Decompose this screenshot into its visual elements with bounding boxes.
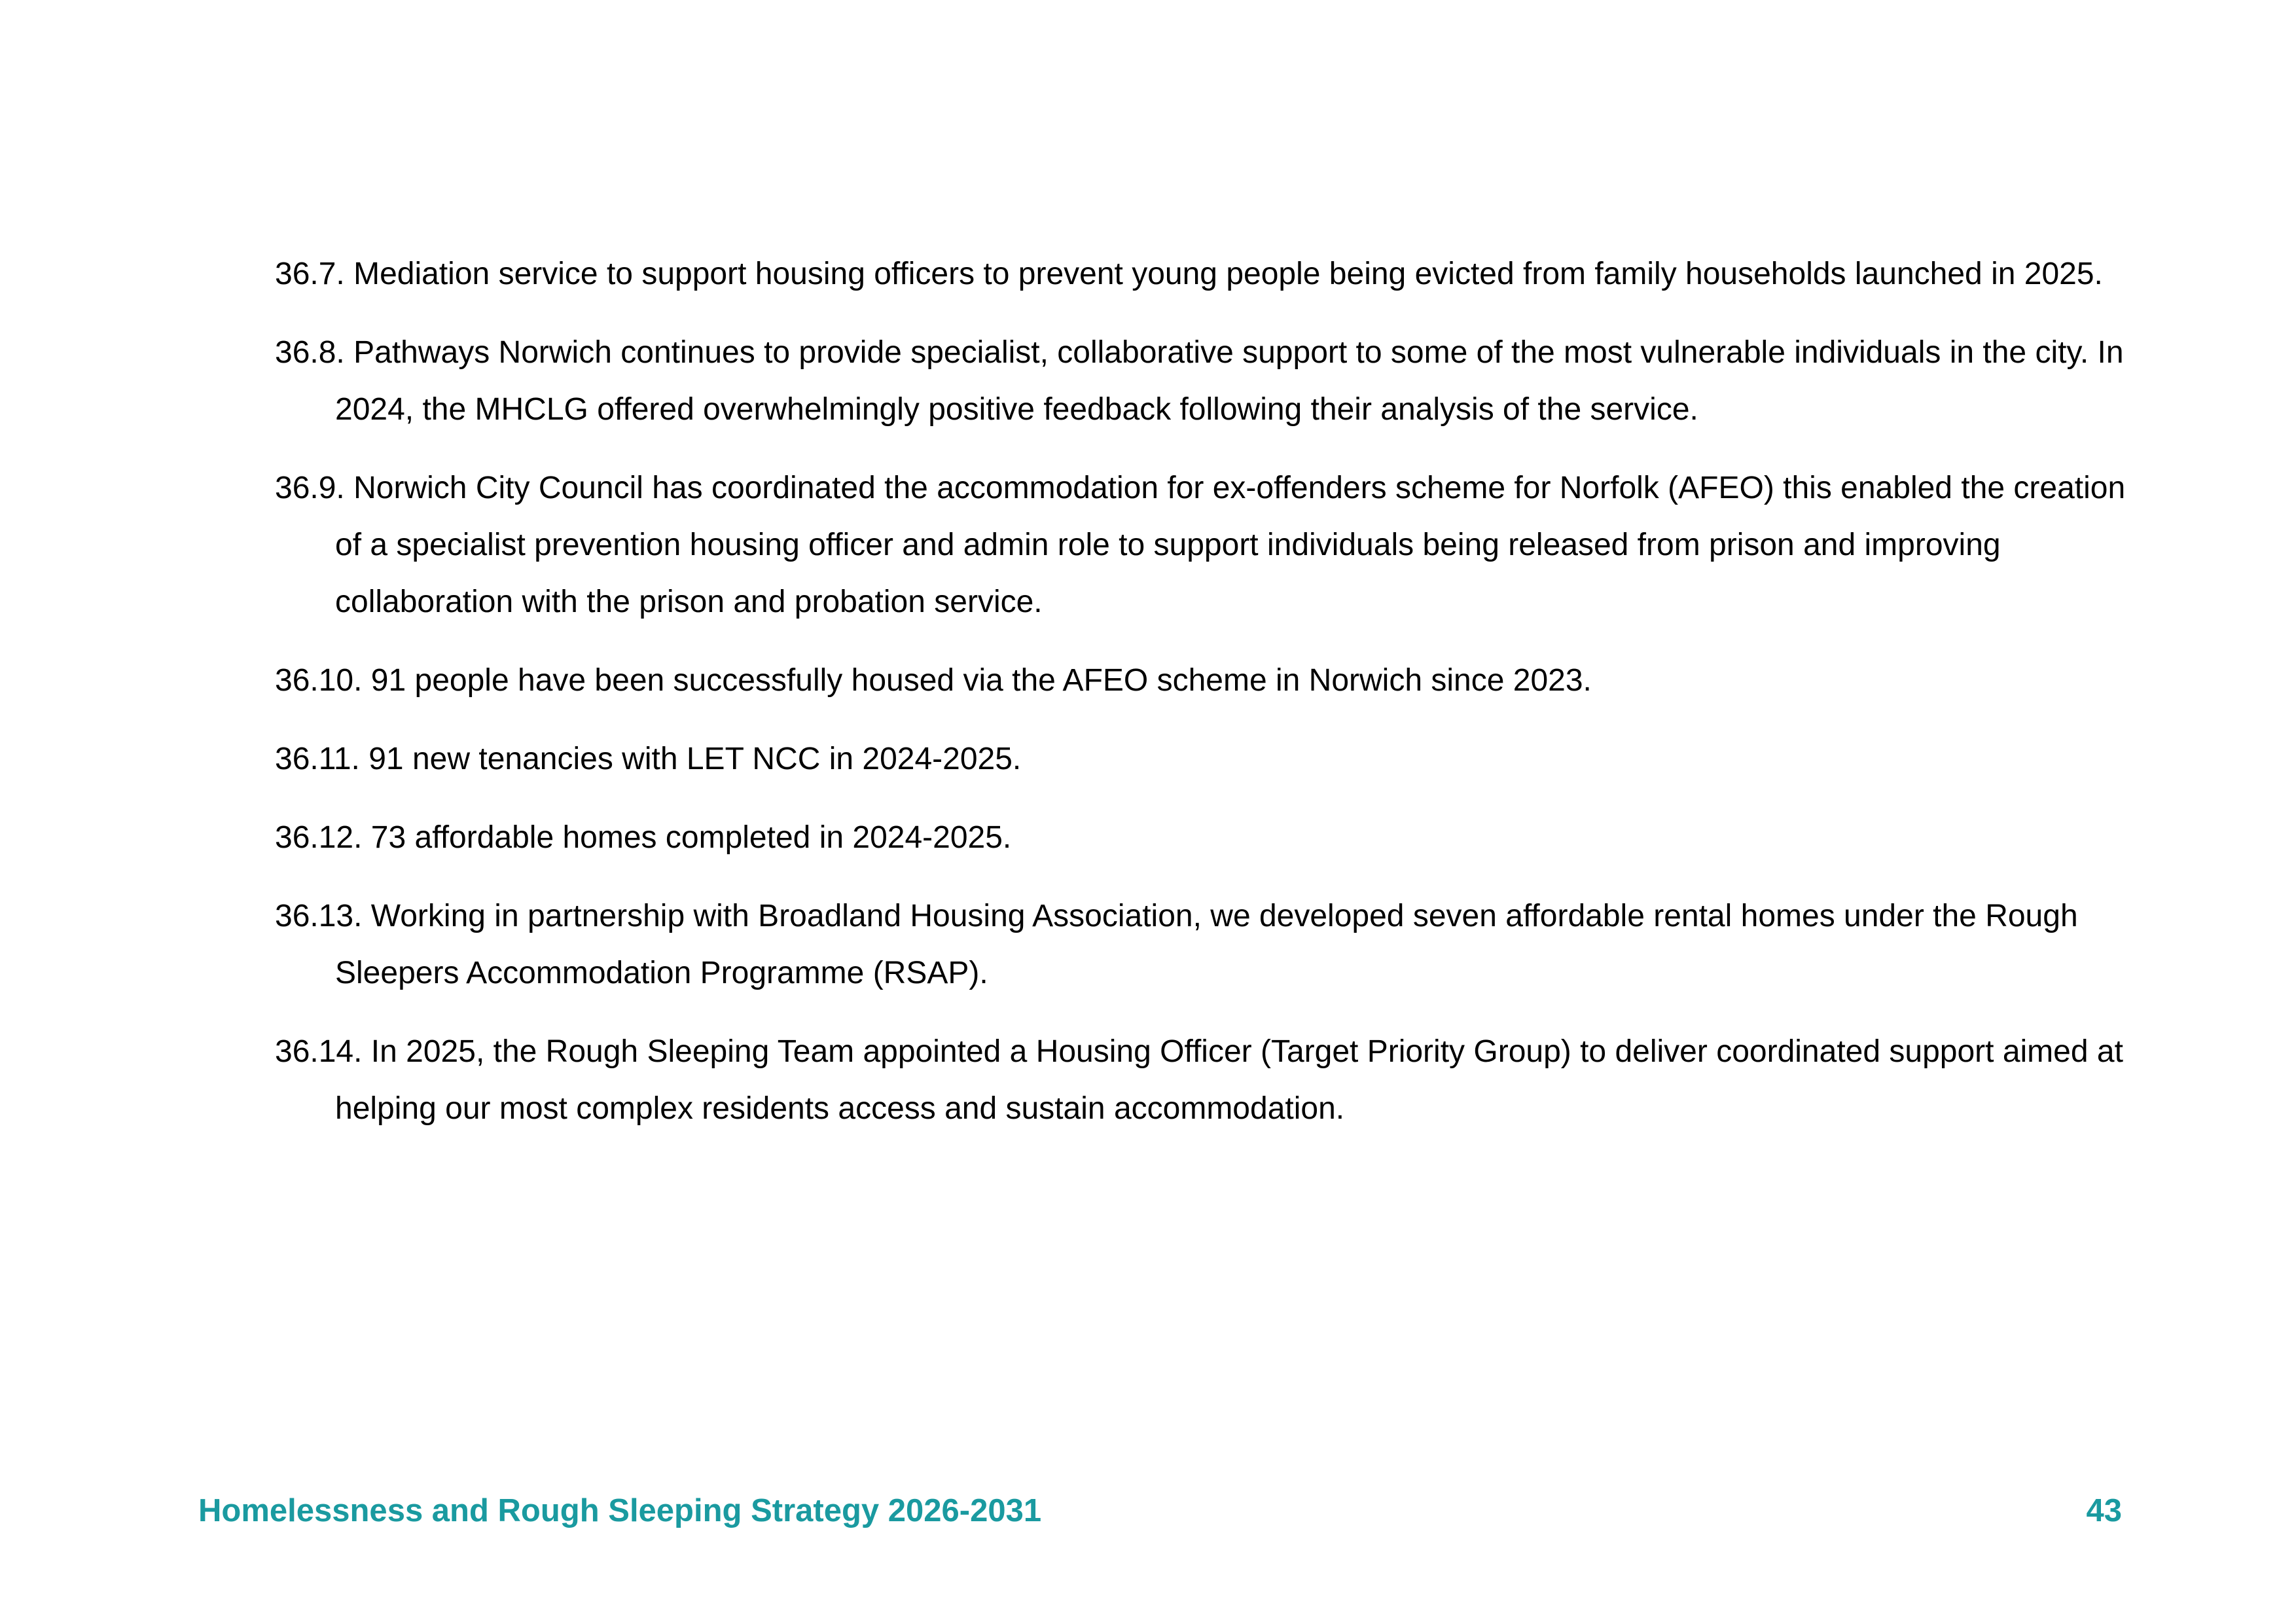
item-number: 36.14.	[275, 1034, 363, 1069]
item-text: Working in partnership with Broadland Housing Association, we developed seven affordable rental homes under the Rough Sleepers Accommodation Programme (RSAP).	[335, 899, 2078, 990]
list-item	[275, 888, 2134, 1001]
list-item	[275, 245, 2134, 302]
list-item	[275, 324, 2134, 438]
footer-page-number: 43	[2086, 1493, 2122, 1528]
item-text: Mediation service to support housing officers to prevent young people being evicted from family households launched in 2025.	[353, 257, 2103, 291]
item-number: 36.10.	[275, 663, 363, 698]
item-text: Norwich City Council has coordinated the accommodation for ex-offenders scheme for Norfolk (AFEO) this enabled the creation of a specialist prevention housing officer and admin role to support individuals being released from prison and improving collaboration with the prison and probation service.	[335, 471, 2126, 619]
item-text: 91 new tenancies with LET NCC in 2024-2025.	[368, 742, 1022, 776]
item-text: 91 people have been successfully housed via the AFEO scheme in Norwich since 2023.	[370, 663, 1592, 698]
footer-document-title: Homelessness and Rough Sleeping Strategy 2026-2031	[198, 1493, 1042, 1528]
item-number: 36.11.	[275, 742, 360, 776]
item-number: 36.9.	[275, 471, 345, 505]
list-item	[275, 652, 2134, 709]
item-text: Pathways Norwich continues to provide specialist, collaborative support to some of the most vulnerable individuals in the city. In 2024, the MHCLG offered overwhelmingly positive feedback following their analysis of the service.	[335, 335, 2124, 427]
list-item	[275, 460, 2134, 630]
item-number: 36.13.	[275, 899, 363, 933]
list-item	[275, 809, 2134, 866]
item-number: 36.8.	[275, 335, 345, 370]
list-item	[275, 1023, 2134, 1137]
list-item	[275, 731, 2134, 787]
item-number: 36.7.	[275, 257, 345, 291]
item-text: 73 affordable homes completed in 2024-2025.	[370, 820, 1012, 855]
item-number: 36.12.	[275, 820, 363, 855]
numbered-list	[275, 245, 2134, 1159]
item-text: In 2025, the Rough Sleeping Team appointed a Housing Officer (Target Priority Group) to deliver coordinated support aimed at helping our most complex residents access and sustain accommodation.	[335, 1034, 2123, 1126]
